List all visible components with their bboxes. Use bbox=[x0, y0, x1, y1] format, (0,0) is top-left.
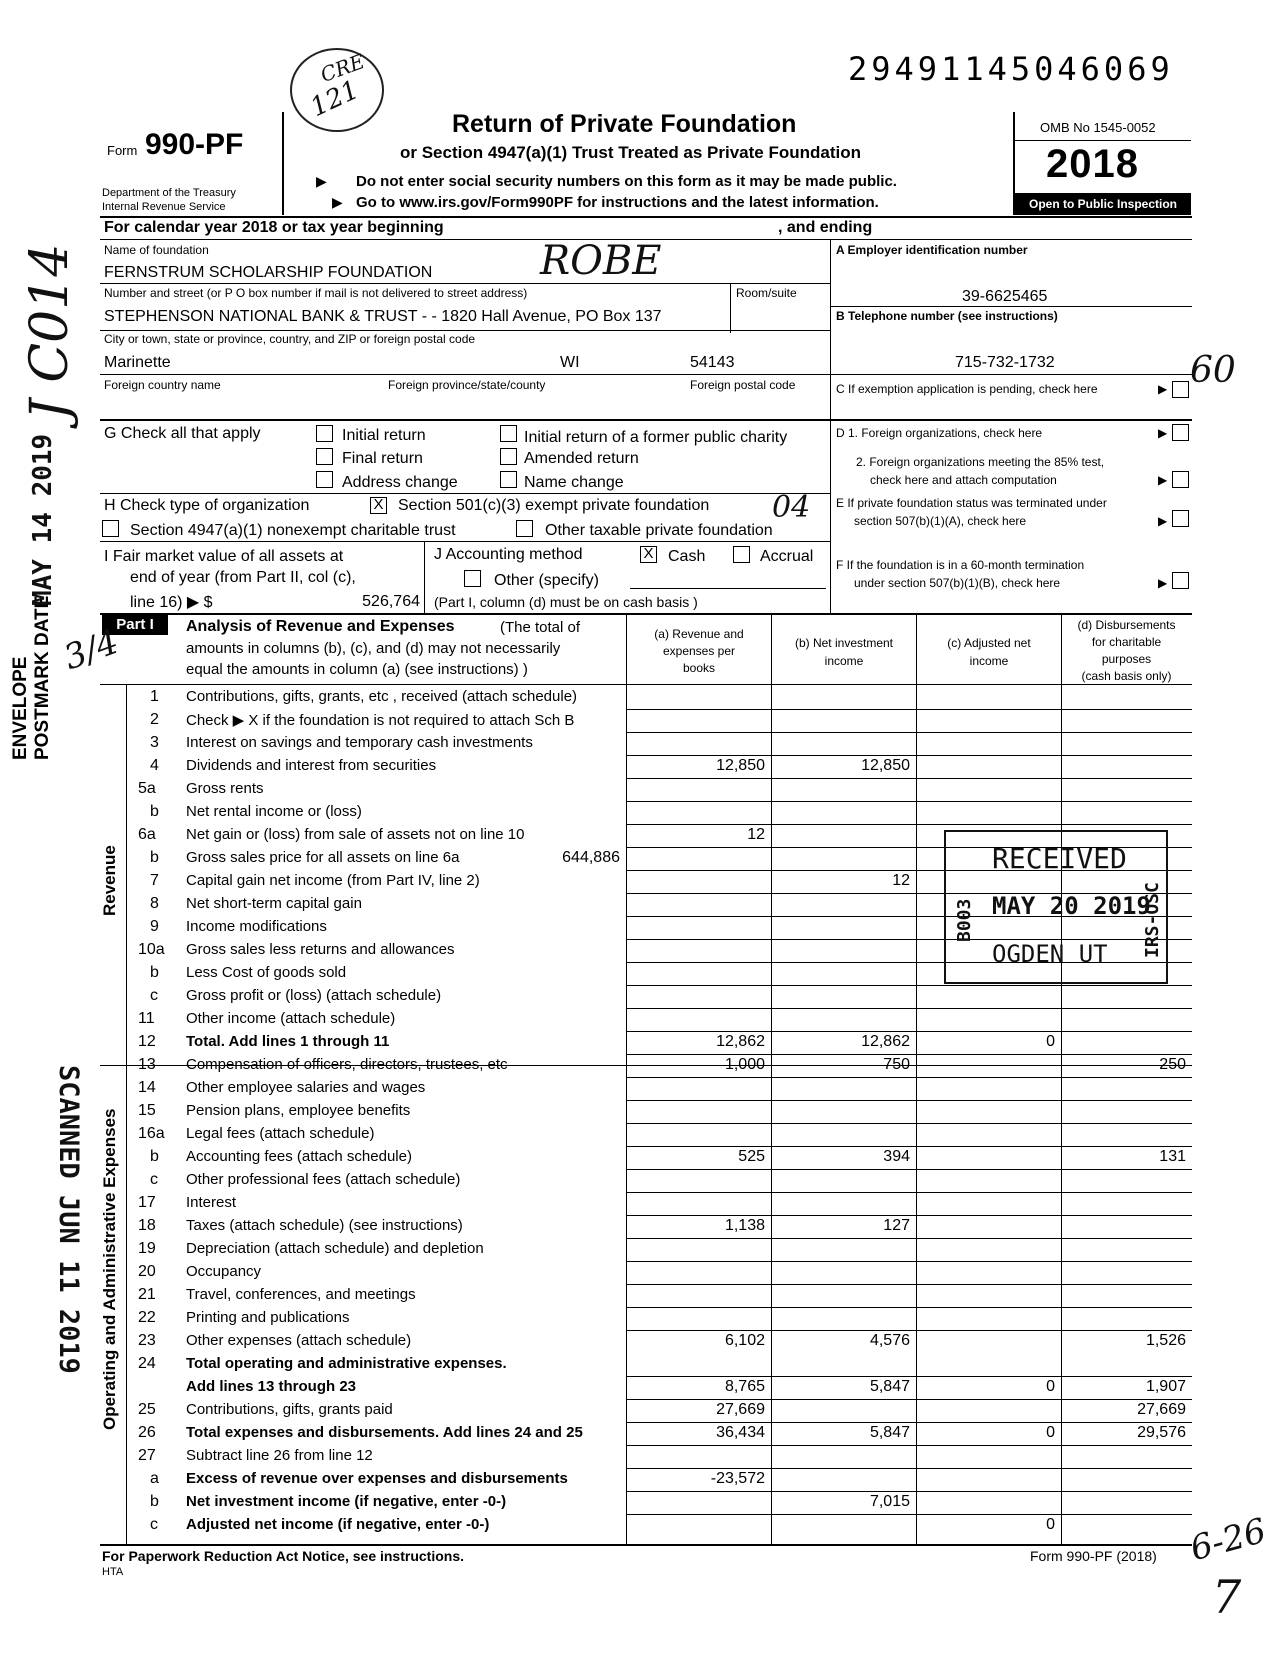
row-number: 7 bbox=[150, 872, 159, 889]
cell-col-c[interactable]: 0 bbox=[1046, 1378, 1055, 1395]
foreign-country-label: Foreign country name bbox=[104, 378, 221, 392]
cell-col-a[interactable]: 12,862 bbox=[716, 1033, 765, 1050]
initial-former-checkbox[interactable] bbox=[500, 425, 517, 442]
row-number: 15 bbox=[138, 1102, 156, 1119]
row-number: b bbox=[150, 1148, 159, 1165]
envelope-label: ENVELOPE POSTMARK DATE bbox=[10, 595, 53, 760]
cell-col-a[interactable]: 6,102 bbox=[724, 1332, 765, 1349]
initial-return-label: Initial return bbox=[342, 427, 426, 444]
cash-basis-note: (Part I, column (d) must be on cash basis ) bbox=[434, 594, 698, 610]
other-taxable-checkbox[interactable] bbox=[516, 520, 533, 537]
foreign-province-label: Foreign province/state/county bbox=[388, 378, 546, 392]
initial-former-label: Initial return of a former public charity bbox=[524, 429, 788, 446]
ein-value[interactable]: 39-6625465 bbox=[962, 288, 1048, 305]
cell-col-a[interactable]: 1,138 bbox=[724, 1217, 765, 1234]
handwritten-60: 60 bbox=[1190, 350, 1236, 391]
scanned-stamp: SCANNED JUN 11 2019 bbox=[53, 1065, 84, 1374]
cell-col-b[interactable]: 12,862 bbox=[861, 1033, 910, 1050]
row-label: Capital gain net income (from Part IV, line 2) bbox=[186, 872, 480, 889]
instruction-ssn: Do not enter social security numbers on this form as it may be made public. bbox=[356, 173, 897, 190]
row-number: 12 bbox=[138, 1033, 156, 1050]
zip[interactable]: 54143 bbox=[690, 354, 735, 371]
row-label: Gross sales less returns and allowances bbox=[186, 941, 455, 958]
row-number: 26 bbox=[138, 1424, 156, 1441]
arrow-icon: ▶ bbox=[1158, 426, 1168, 440]
d2-label-2: check here and attach computation bbox=[870, 473, 1057, 487]
row-label: Other income (attach schedule) bbox=[186, 1010, 396, 1027]
cell-col-b[interactable]: 394 bbox=[883, 1148, 910, 1165]
cell-col-a[interactable]: 36,434 bbox=[716, 1424, 765, 1441]
row-label: Total operating and administrative expenses. bbox=[186, 1355, 507, 1372]
cell-col-a[interactable]: 12,850 bbox=[716, 757, 765, 774]
tax-year: 2018 bbox=[1046, 142, 1139, 186]
amended-return-label: Amended return bbox=[524, 450, 639, 467]
name-change-checkbox[interactable] bbox=[500, 471, 517, 488]
terminated-status-checkbox[interactable] bbox=[1172, 510, 1189, 527]
j-label: J Accounting method bbox=[434, 546, 583, 563]
f-label-1: F If the foundation is in a 60-month termination bbox=[836, 558, 1085, 572]
row-label: Add lines 13 through 23 bbox=[186, 1378, 357, 1395]
phone-value[interactable]: 715-732-1732 bbox=[955, 354, 1055, 371]
row-number: 22 bbox=[138, 1309, 156, 1326]
row-number: c bbox=[150, 1516, 158, 1533]
room-label: Room/suite bbox=[736, 286, 797, 300]
row-label: Contributions, gifts, grants, etc , received (attach schedule) bbox=[186, 688, 578, 705]
cell-col-b[interactable]: 12 bbox=[892, 872, 910, 889]
amended-return-checkbox[interactable] bbox=[500, 448, 517, 465]
form-title: Return of Private Foundation bbox=[452, 110, 797, 138]
cell-col-d[interactable]: 250 bbox=[1159, 1056, 1186, 1073]
handwritten-robe: ROBE bbox=[540, 238, 662, 284]
ein-label: A Employer identification number bbox=[836, 243, 1028, 257]
city-label: City or town, state or province, country, and ZIP or foreign postal code bbox=[104, 332, 476, 346]
row-number: 23 bbox=[138, 1332, 156, 1349]
instruction-website: Go to www.irs.gov/Form990PF for instructions and the latest information. bbox=[356, 194, 879, 211]
row-number: b bbox=[150, 964, 159, 981]
row-label: Other employee salaries and wages bbox=[186, 1079, 426, 1096]
revenue-side-label: Revenue bbox=[100, 845, 119, 916]
row-label: Printing and publications bbox=[186, 1309, 350, 1326]
g-label: G Check all that apply bbox=[104, 425, 261, 442]
part-1-title: Analysis of Revenue and Expenses bbox=[186, 618, 455, 635]
i-label-2: end of year (from Part II, col (c), bbox=[130, 569, 356, 586]
handwritten-margin-7: 7 bbox=[1212, 1570, 1242, 1624]
received-stamp: RECEIVED MAY 20 2019 OGDEN UT B003 IRS-OSC bbox=[944, 830, 1168, 984]
part-1-desc-2: amounts in columns (b), (c), and (d) may not necessarily bbox=[186, 640, 561, 657]
phone-label: B Telephone number (see instructions) bbox=[836, 309, 1058, 323]
exemption-pending-label: C If exemption application is pending, check here bbox=[836, 382, 1098, 396]
row-number: b bbox=[150, 849, 159, 866]
cell-col-a[interactable]: -23,572 bbox=[710, 1470, 765, 1487]
row-label: Gross rents bbox=[186, 780, 264, 797]
row-label: Net short-term capital gain bbox=[186, 895, 362, 912]
row-number: 8 bbox=[150, 895, 159, 912]
row-label: Contributions, gifts, grants paid bbox=[186, 1401, 393, 1418]
cell-col-b[interactable]: 5,847 bbox=[869, 1378, 910, 1395]
row-label: Pension plans, employee benefits bbox=[186, 1102, 411, 1119]
row-number: 18 bbox=[138, 1217, 156, 1234]
cell-col-a[interactable]: 1,000 bbox=[724, 1056, 765, 1073]
name-label: Name of foundation bbox=[104, 243, 209, 257]
form-word: Form bbox=[107, 143, 138, 158]
foreign-postal-label: Foreign postal code bbox=[690, 378, 796, 392]
and-ending-label: , and ending bbox=[778, 219, 873, 236]
state[interactable]: WI bbox=[560, 354, 580, 371]
final-return-checkbox[interactable] bbox=[316, 448, 333, 465]
d1-label: D 1. Foreign organizations, check here bbox=[836, 426, 1043, 440]
cell-col-c[interactable]: 0 bbox=[1046, 1516, 1055, 1533]
row-label: Other professional fees (attach schedule) bbox=[186, 1171, 461, 1188]
d2-label-1: 2. Foreign organizations meeting the 85% test, bbox=[856, 455, 1105, 469]
cell-col-a[interactable]: 8,765 bbox=[724, 1378, 765, 1395]
cell-col-b[interactable]: 750 bbox=[883, 1056, 910, 1073]
fair-market-value[interactable]: 526,764 bbox=[362, 593, 420, 610]
arrow-icon: ▶ bbox=[332, 194, 343, 210]
row-label: Legal fees (attach schedule) bbox=[186, 1125, 375, 1142]
handwritten-fraction: 3/4 bbox=[58, 621, 124, 679]
row-label: Income modifications bbox=[186, 918, 327, 935]
501c3-checkbox[interactable]: X bbox=[370, 497, 387, 514]
row-label: Excess of revenue over expenses and disbursements bbox=[186, 1470, 568, 1487]
accrual-checkbox[interactable] bbox=[733, 546, 750, 563]
row-label: Total. Add lines 1 through 11 bbox=[186, 1033, 390, 1050]
cell-col-d[interactable]: 131 bbox=[1159, 1148, 1186, 1165]
accrual-label: Accrual bbox=[760, 548, 814, 565]
col-b-header: (b) Net investment income bbox=[794, 636, 894, 668]
cell-col-b[interactable]: 127 bbox=[883, 1217, 910, 1234]
cell-col-a[interactable]: 525 bbox=[738, 1148, 765, 1165]
cell-col-c[interactable]: 0 bbox=[1046, 1424, 1055, 1441]
expenses-side-label: Operating and Administrative Expenses bbox=[100, 1108, 119, 1430]
dept-irs: Internal Revenue Service bbox=[102, 201, 226, 213]
handwritten-side-mark: J C014 bbox=[20, 243, 80, 420]
row-label: Total expenses and disbursements. Add lines 24 and 25 bbox=[186, 1424, 583, 1441]
row-number: 11 bbox=[138, 1010, 155, 1027]
4947-label: Section 4947(a)(1) nonexempt charitable trust bbox=[130, 522, 456, 539]
row-label: Interest bbox=[186, 1194, 237, 1211]
final-return-label: Final return bbox=[342, 450, 423, 467]
dept-treasury: Department of the Treasury bbox=[102, 187, 236, 199]
foundation-name[interactable]: FERNSTRUM SCHOLARSHIP FOUNDATION bbox=[104, 264, 433, 281]
row-number: b bbox=[150, 803, 159, 820]
cash-label: Cash bbox=[668, 548, 706, 565]
form-number: 990-PF bbox=[145, 128, 244, 161]
handwritten-margin-26: 6-26 bbox=[1186, 1510, 1271, 1570]
row-number: 21 bbox=[138, 1286, 156, 1303]
row-number: 10a bbox=[138, 941, 165, 958]
501c3-label: Section 501(c)(3) exempt private foundation bbox=[398, 497, 710, 514]
row-number: 2 bbox=[150, 711, 159, 728]
col-c-header: (c) Adjusted net income bbox=[947, 636, 1031, 668]
row-label: Net investment income (if negative, enter -0-) bbox=[186, 1493, 507, 1510]
col-a-header: (a) Revenue and expenses per books bbox=[654, 627, 744, 675]
cell-col-b[interactable]: 5,847 bbox=[869, 1424, 910, 1441]
row-label: Occupancy bbox=[186, 1263, 262, 1280]
row-number: c bbox=[150, 987, 158, 1004]
row-number: 14 bbox=[138, 1079, 156, 1096]
address-change-checkbox[interactable] bbox=[316, 471, 333, 488]
row-label: Depreciation (attach schedule) and depletion bbox=[186, 1240, 484, 1257]
row-label: Gross sales price for all assets on line 6a bbox=[186, 849, 460, 866]
i-label-1: I Fair market value of all assets at bbox=[104, 548, 344, 565]
street-address[interactable]: STEPHENSON NATIONAL BANK & TRUST - - 1820 Hall Avenue, PO Box 137 bbox=[104, 308, 662, 325]
f-label-2: under section 507(b)(1)(B), check here bbox=[854, 576, 1061, 590]
row-label: Dividends and interest from securities bbox=[186, 757, 437, 774]
cell-col-c[interactable]: 0 bbox=[1046, 1033, 1055, 1050]
row-label: Subtract line 26 from line 12 bbox=[186, 1447, 373, 1464]
arrow-icon: ▶ bbox=[316, 173, 327, 189]
row-label: Taxes (attach schedule) (see instructions) bbox=[186, 1217, 463, 1234]
public-inspection-banner: Open to Public Inspection bbox=[1015, 193, 1191, 215]
gross-sales-price[interactable]: 644,886 bbox=[562, 849, 620, 866]
cash-checkbox[interactable]: X bbox=[640, 546, 657, 563]
other-method-checkbox[interactable] bbox=[464, 570, 481, 587]
other-method-label: Other (specify) bbox=[494, 572, 599, 589]
row-label: Travel, conferences, and meetings bbox=[186, 1286, 416, 1303]
cell-col-a[interactable]: 27,669 bbox=[716, 1401, 765, 1418]
row-number: 27 bbox=[138, 1447, 156, 1464]
row-number: 25 bbox=[138, 1401, 156, 1418]
city[interactable]: Marinette bbox=[104, 354, 171, 371]
row-label: Other expenses (attach schedule) bbox=[186, 1332, 412, 1349]
part-1-desc-3: equal the amounts in column (a) (see instructions) ) bbox=[186, 661, 528, 678]
row-label: Accounting fees (attach schedule) bbox=[186, 1148, 412, 1165]
other-taxable-label: Other taxable private foundation bbox=[545, 522, 773, 539]
foreign-85-checkbox[interactable] bbox=[1172, 471, 1189, 488]
i-label-3: line 16) ▶ $ bbox=[130, 594, 213, 611]
row-number: 17 bbox=[138, 1194, 156, 1211]
row-number: 4 bbox=[150, 757, 159, 774]
60-month-checkbox[interactable] bbox=[1172, 572, 1189, 589]
row-label: Less Cost of goods sold bbox=[186, 964, 347, 981]
exemption-pending-checkbox[interactable] bbox=[1172, 381, 1189, 398]
row-label: Net gain or (loss) from sale of assets not on line 10 bbox=[186, 826, 525, 843]
circle-stamp: CRE 121 bbox=[290, 48, 384, 132]
4947-checkbox[interactable] bbox=[102, 520, 119, 537]
row-number: 19 bbox=[138, 1240, 156, 1257]
row-label: Gross profit or (loss) (attach schedule) bbox=[186, 987, 442, 1004]
initial-return-checkbox[interactable] bbox=[316, 425, 333, 442]
address-change-label: Address change bbox=[342, 474, 458, 491]
calendar-year-line: For calendar year 2018 or tax year beginning bbox=[104, 219, 444, 236]
row-label: Net rental income or (loss) bbox=[186, 803, 362, 820]
col-d-header: (d) Disbursements for charitable purposes (cash basis only) bbox=[1077, 618, 1176, 683]
row-number: 20 bbox=[138, 1263, 156, 1280]
row-label: Interest on savings and temporary cash investments bbox=[186, 734, 533, 751]
arrow-icon: ▶ bbox=[1158, 514, 1168, 528]
part-1-tag: Part I bbox=[102, 615, 168, 635]
dln-number: 29491145046069 bbox=[848, 50, 1174, 88]
cell-col-a[interactable]: 12 bbox=[747, 826, 765, 843]
foreign-org-checkbox[interactable] bbox=[1172, 424, 1189, 441]
name-change-label: Name change bbox=[524, 474, 624, 491]
row-label: Adjusted net income (if negative, enter -0-) bbox=[186, 1516, 490, 1533]
arrow-icon: ▶ bbox=[1158, 382, 1168, 396]
cell-col-b[interactable]: 12,850 bbox=[861, 757, 910, 774]
form-reference: Form 990-PF (2018) bbox=[1030, 1548, 1157, 1564]
arrow-icon: ▶ bbox=[1158, 576, 1168, 590]
arrow-icon: ▶ bbox=[1158, 473, 1168, 487]
row-number: 6a bbox=[138, 826, 156, 843]
cell-col-d[interactable]: 1,907 bbox=[1145, 1378, 1186, 1395]
row-number: 16a bbox=[138, 1125, 165, 1142]
postmark-date: MAY 14 2019 bbox=[28, 433, 58, 606]
row-number: 3 bbox=[150, 734, 159, 751]
row-number: 9 bbox=[150, 918, 159, 935]
cell-col-b[interactable]: 7,015 bbox=[869, 1493, 910, 1510]
cell-col-b[interactable]: 4,576 bbox=[869, 1332, 910, 1349]
row-number: a bbox=[150, 1470, 159, 1487]
part-1-desc-1: (The total of bbox=[500, 619, 581, 636]
e-label-1: E If private foundation status was terminated under bbox=[836, 496, 1107, 510]
handwritten-04: 04 bbox=[772, 490, 811, 525]
cell-col-d[interactable]: 1,526 bbox=[1145, 1332, 1186, 1349]
cell-col-d[interactable]: 27,669 bbox=[1137, 1401, 1186, 1418]
street-label: Number and street (or P O box number if mail is not delivered to street address) bbox=[104, 286, 528, 300]
row-number: 5a bbox=[138, 780, 156, 797]
form-subtitle: or Section 4947(a)(1) Trust Treated as Private Foundation bbox=[400, 143, 862, 162]
cell-col-d[interactable]: 29,576 bbox=[1137, 1424, 1186, 1441]
paperwork-notice: For Paperwork Reduction Act Notice, see instructions. bbox=[102, 1548, 464, 1564]
hta-label: HTA bbox=[102, 1566, 124, 1578]
row-number: 1 bbox=[150, 688, 159, 705]
e-label-2: section 507(b)(1)(A), check here bbox=[854, 514, 1027, 528]
row-number: c bbox=[150, 1171, 158, 1188]
row-label: Check ▶ X if the foundation is not required to attach Sch B bbox=[186, 712, 575, 729]
omb-number: OMB No 1545-0052 bbox=[1040, 120, 1156, 135]
row-label: Compensation of officers, directors, trustees, etc bbox=[186, 1056, 508, 1073]
row-number: b bbox=[150, 1493, 159, 1510]
row-number: 13 bbox=[138, 1056, 156, 1073]
h-label: H Check type of organization bbox=[104, 497, 310, 514]
row-number: 24 bbox=[138, 1355, 156, 1372]
